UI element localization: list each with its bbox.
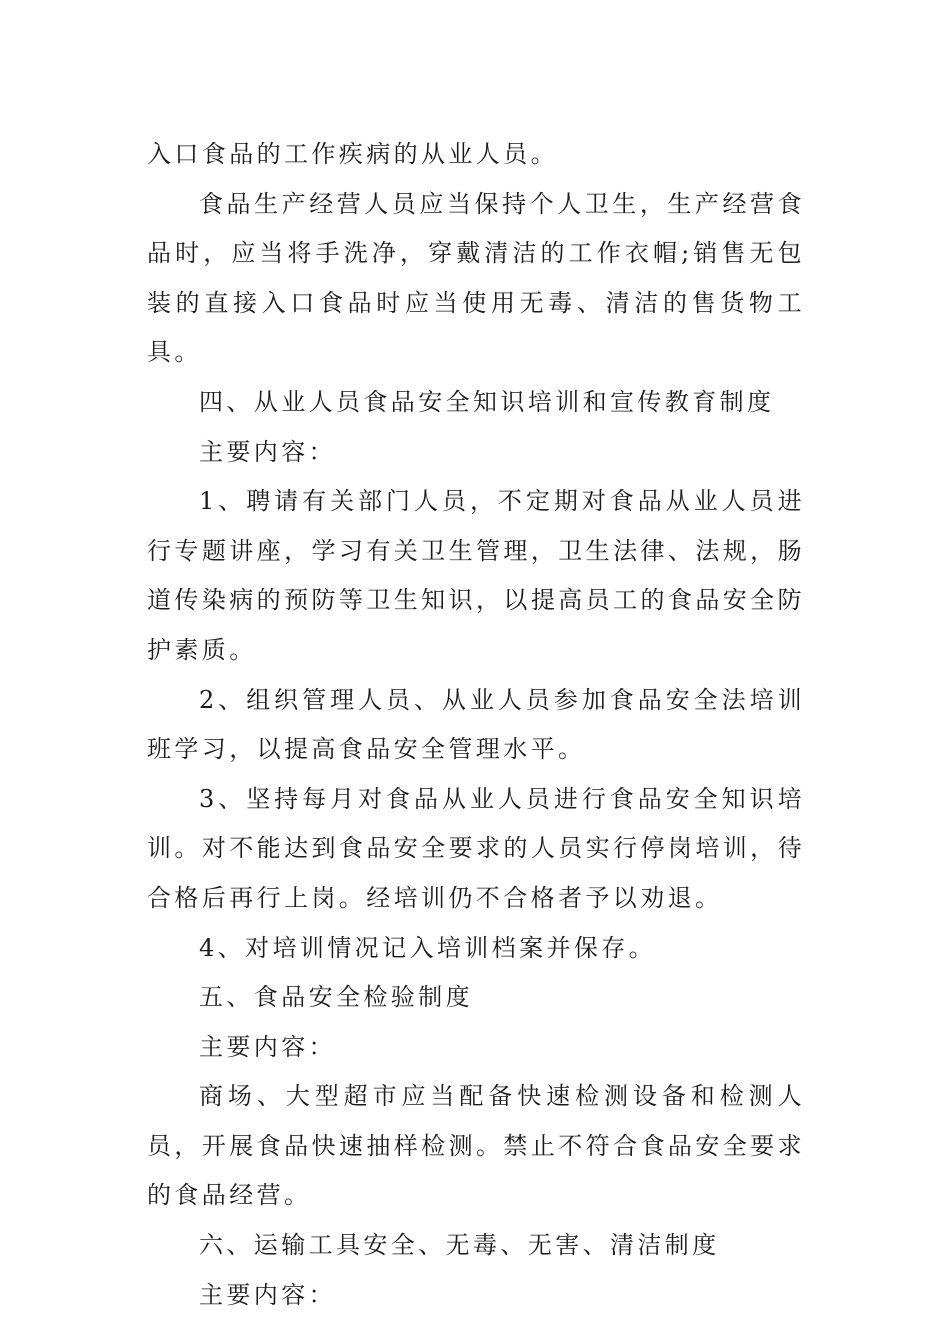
main-content-label: 主要内容：	[199, 1280, 336, 1309]
section-heading-inspection: 五、食品安全检验制度	[199, 983, 473, 1012]
training-item-3: 3、坚持每月对食品从业人员进行食品安全知识培训。对不能达到食品安全要求的人员实行停岗培训，待合格后再行上岗。经培训仍不合格者予以劝退。	[147, 784, 805, 912]
training-item-1: 1、聘请有关部门人员，不定期对食品从业人员进行专题讲座，学习有关卫生管理，卫生法律、法规，肠道传染病的预防等卫生知识，以提高员工的食品安全防护素质。	[147, 487, 805, 664]
training-item-4: 4、对培训情况记入培训档案并保存。	[199, 933, 657, 962]
section-heading-training: 四、从业人员食品安全知识培训和宣传教育制度	[199, 387, 775, 416]
section-heading-transport: 六、运输工具安全、无毒、无害、清洁制度	[199, 1231, 720, 1260]
inspection-paragraph: 商场、大型超市应当配备快速检测设备和检测人员，开展食品快速抽样检测。禁止不符合食品安全要求的食品经营。	[147, 1082, 805, 1210]
document-body	[147, 130, 805, 1320]
main-content-label: 主要内容：	[199, 437, 336, 466]
main-content-label: 主要内容：	[199, 1032, 336, 1061]
paragraph-continuation: 入口食品的工作疾病的从业人员。	[147, 140, 558, 168]
training-item-2: 2、组织管理人员、从业人员参加食品安全法培训班学习，以提高食品安全管理水平。	[147, 685, 805, 764]
paragraph-hygiene-requirement: 食品生产经营人员应当保持个人卫生，生产经营食品时，应当将手洗净，穿戴清洁的工作衣帽;销售无包装的直接入口食品时应当使用无毒、清洁的售货物工具。	[147, 189, 805, 367]
